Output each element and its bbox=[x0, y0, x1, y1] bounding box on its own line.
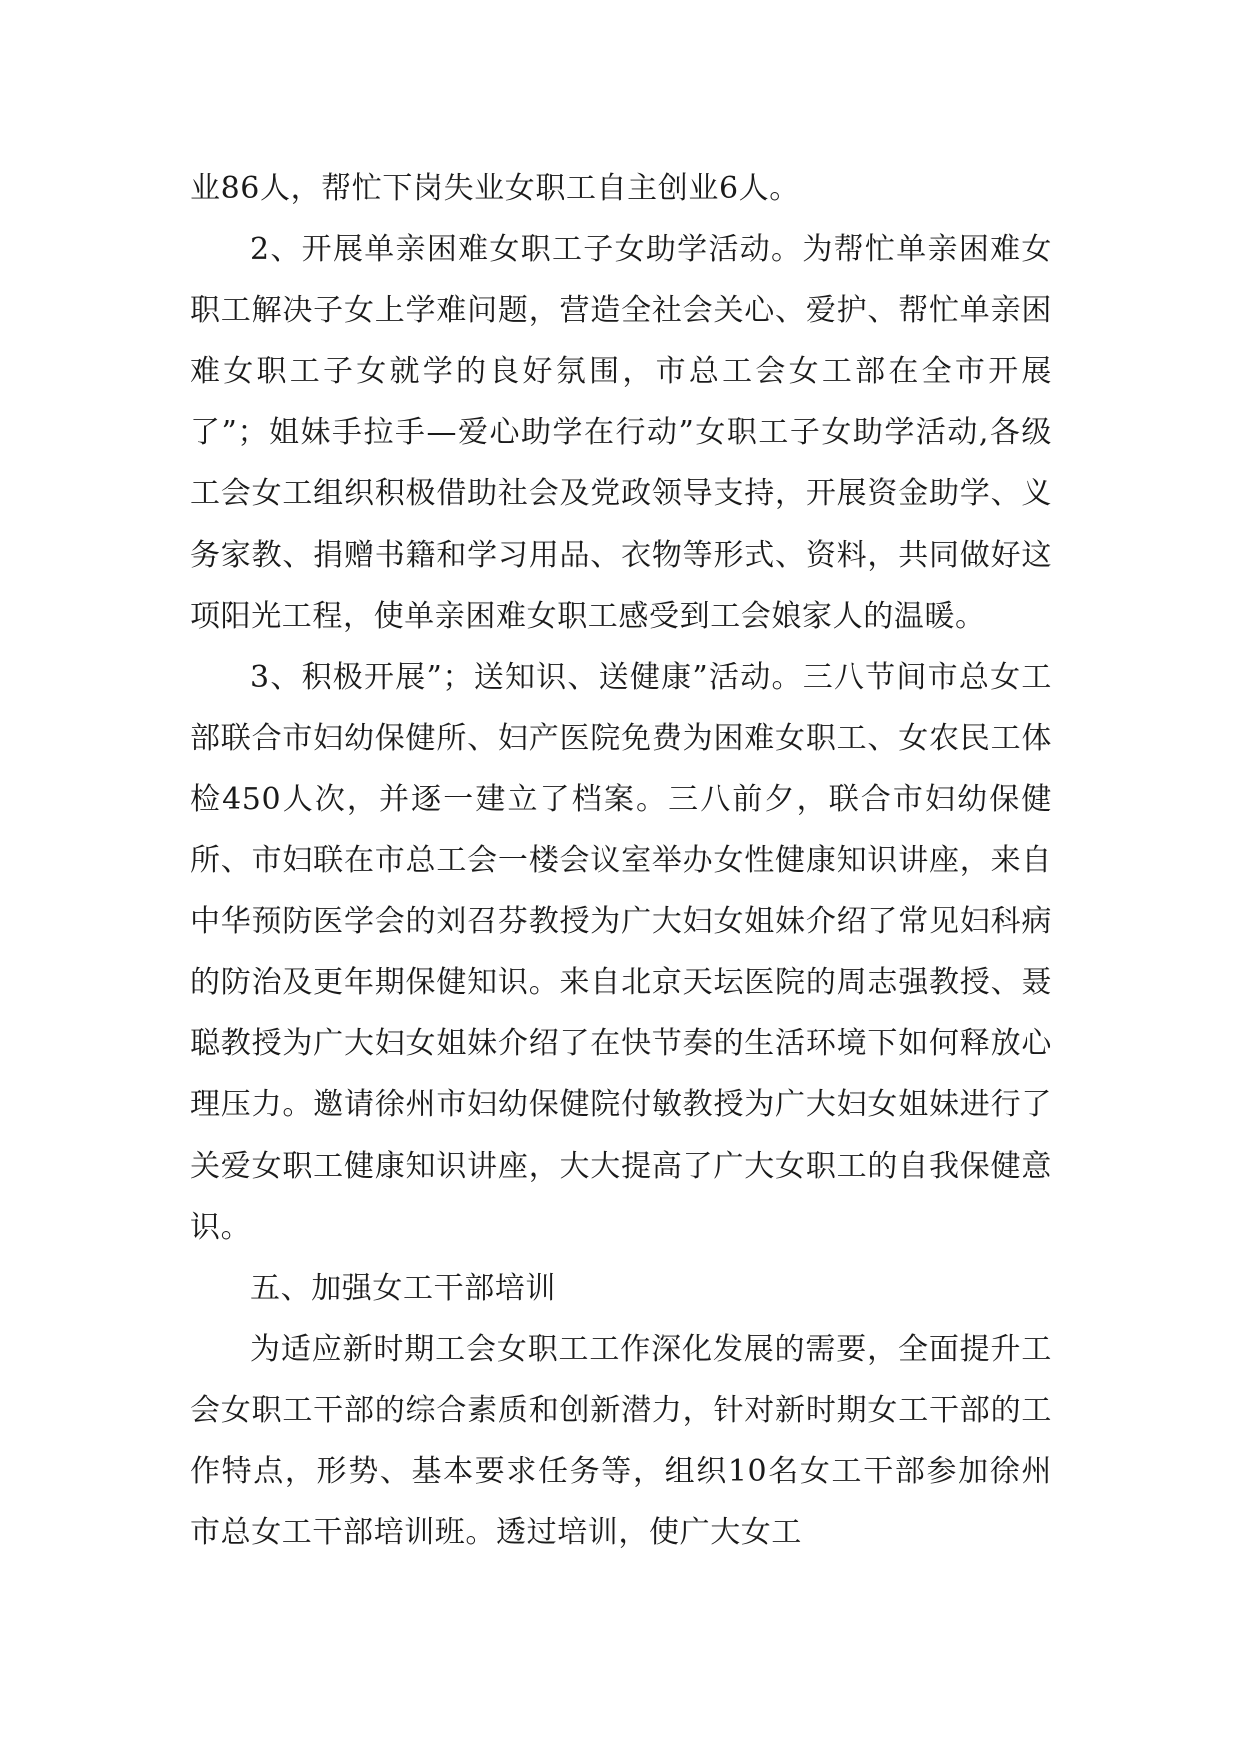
document-body bbox=[190, 158, 1052, 1563]
paragraph-item-3: 3、积极开展”；送知识、送健康”活动。三八节间市总女工部联合市妇幼保健所、妇产医院免费为困难女职工、女农民工体检450人次，并逐一建立了档案。三八前夕，联合市妇幼保健所、市妇联在市总工会一楼会议室举办女性健康知识讲座，来自中华预防医学会的刘召芬教授为广大妇女姐妹介绍了常见妇科病的防治及更年期保健知识。来自北京天坛医院的周志强教授、聂聪教授为广大妇女姐妹介绍了在快节奏的生活环境下如何释放心理压力。邀请徐州市妇幼保健院付敏教授为广大妇女姐妹进行了关爱女职工健康知识讲座，大大提高了广大女职工的自我保健意识。 bbox=[190, 659, 1052, 1245]
paragraph-training: 为适应新时期工会女职工工作深化发展的需要，全面提升工会女职工干部的综合素质和创新潜力，针对新时期女工干部的工作特点，形势、基本要求任务等，组织10名女工干部参加徐州市总女工干部培训班。透过培训，使广大女工 bbox=[190, 1331, 1052, 1551]
paragraph-continuation: 业86人，帮忙下岗失业女职工自主创业6人。 bbox=[190, 171, 800, 206]
section-heading-five: 五、加强女工干部培训 bbox=[250, 1270, 556, 1306]
paragraph-item-2: 2、开展单亲困难女职工子女助学活动。为帮忙单亲困难女职工解决子女上学难问题，营造全社会关心、爱护、帮忙单亲困难女职工子女就学的良好氛围，市总工会女工部在全市开展了”；姐妹手拉手—爱心助学在行动”女职工子女助学活动,各级工会女工组织积极借助社会及党政领导支持，开展资金助学、义务家教、捐赠书籍和学习用品、衣物等形式、资料，共同做好这项阳光工程，使单亲困难女职工感受到工会娘家人的温暖。 bbox=[190, 232, 1052, 634]
